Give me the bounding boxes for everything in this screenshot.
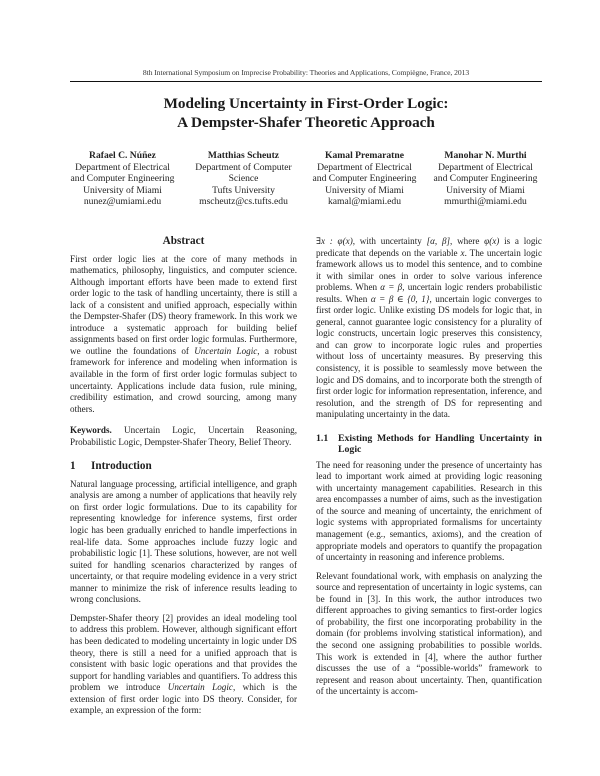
math-expression: α = β ∈ {0, 1} xyxy=(370,293,430,304)
intro-paragraph-2 xyxy=(70,613,297,717)
author-name: Manohar N. Murthi xyxy=(444,150,527,161)
paragraph-text-part: , uncertain logic renders probabilistic results. When xyxy=(316,282,542,304)
paragraph-text-part: . The uncertain logic framework allows us to model this sentence, and to combine it with similar ones in order to solve various inference problems. When xyxy=(316,247,542,293)
intro-paragraph-2-continued xyxy=(316,236,542,421)
subsection-number: 1.1 xyxy=(316,432,329,444)
paper-title xyxy=(70,94,542,132)
paragraph-text-part: , uncertain logic converges to first order logic. Unlike existing DS models for logic that, in general, cannot guarantee logic consistency for a plurality of logic constructs, uncertain logic preserves this consistency, and can grow to incorporate logic rules and properties without loss of uncertainty measures. By preserving this consistency, it is possible to seamlessly move between the logic and DS domains, and to incorporate both the strength of first order logic for information representation, inference, and resolution, and the strength of DS for representing and manipulating uncertainty in the data. xyxy=(316,293,542,420)
left-column xyxy=(70,236,297,724)
author-affiliation: and Computer Engineering xyxy=(433,173,538,185)
paragraph-emphasis: Uncertain Logic xyxy=(167,682,233,693)
keywords-text: Uncertain Logic, Uncertain Reasoning, Probabilistic Logic, Dempster-Shafer Theory, Belief Theory. xyxy=(70,425,297,447)
abstract-heading: Abstract xyxy=(162,235,205,247)
author-affiliation: Department of Computer xyxy=(195,161,292,173)
author-name: Rafael C. Núñez xyxy=(89,150,156,161)
paragraph-text-part: , which is the extension of first order logic into DS theory. Consider, for example, an expression of the form: xyxy=(70,682,297,716)
subsection-paragraph-1: The need for reasoning under the presence of uncertainty has lead to important work aimed at providing logic reasoning with uncertainty management capabilities. Research in this area encompasses a number of aims, such as the investigation of the source and meaning of uncertainty, the enrichment of logic systems with appropriated formalisms for uncertainty management (e.g., semantics, axioms), and the creation of appropriate models and operators to quantify the propagation of uncertainty in reasoning and inference problems. xyxy=(316,459,542,563)
keywords-label: Keywords. xyxy=(70,425,112,436)
paragraph-text-part: , with uncertainty xyxy=(352,236,427,246)
author-block xyxy=(425,150,546,208)
subsection-paragraph-2: Relevant foundational work, with emphasis on analyzing the source and representation of uncertainty in logic systems, can be found in [3]. In this work, the author introduces two different approaches to giving semantics to first-order logics of probability, the first one incorporating probability in the domain (for problems involving statistical information), and the second one assigning probabilities to possible worlds. This work is extended in [4], where the author further discusses the use of a “possible-worlds” framework to represent and reason about uncertainty. Then, quantification of the uncertainty is accom- xyxy=(316,570,542,697)
author-affiliation: Science xyxy=(228,173,259,185)
author-name: Kamal Premaratne xyxy=(325,150,404,161)
author-email: mscheutz@cs.tufts.edu xyxy=(199,196,288,208)
author-block xyxy=(304,150,425,208)
author-email: mmurthi@miami.edu xyxy=(444,196,527,208)
author-list xyxy=(62,150,546,208)
author-affiliation: Department of Electrical xyxy=(317,161,412,173)
right-column xyxy=(316,236,542,705)
author-affiliation: Department of Electrical xyxy=(75,161,170,173)
title-line-1: Modeling Uncertainty in First-Order Logic: xyxy=(163,95,449,112)
subsection-title: Existing Methods for Handling Uncertainty in Logic xyxy=(338,432,542,456)
abstract-emphasis: Uncertain Logic xyxy=(194,345,258,356)
abstract-text-part: , a robust framework for inference and modeling when information is available in the form of first order logic formulas subject to uncertainty. Applications include data fusion, rule mining, credibility estimation, and crowd sourcing, among many others. xyxy=(70,345,297,414)
author-university: University of Miami xyxy=(83,184,162,196)
paragraph-text-part: Dempster-Shafer theory [2] provides an ideal modeling tool to address this problem. However, although significant effort has been dedicated to modeling uncertainty in logic under DS theory, there is still a need for a unified approach that is consistent with basic logic operations and that provides the support for handling variables and quantifiers. To address this problem we introduce xyxy=(70,612,297,693)
author-university: University of Miami xyxy=(446,184,525,196)
author-block xyxy=(62,150,183,208)
header-rule xyxy=(70,81,542,82)
math-expression: [α, β] xyxy=(426,236,451,246)
section-title: Introduction xyxy=(91,460,152,473)
author-affiliation: Department of Electrical xyxy=(438,161,533,173)
math-expression: x xyxy=(460,247,465,258)
author-university: University of Miami xyxy=(325,184,404,196)
section-number: 1 xyxy=(70,460,76,473)
author-affiliation: and Computer Engineering xyxy=(312,173,417,185)
paragraph-text-part: , where xyxy=(450,236,485,246)
paragraph-text-part: is a logic predicate that depends on the variable xyxy=(316,236,542,258)
author-university: Tufts University xyxy=(212,184,275,196)
abstract-text-part: First order logic lies at the core of many methods in mathematics, philosophy, linguistics, and computer science. Although important efforts have been made to extend first order logic to the task of handling uncertainty, there is still a lack of a consistent and unified approach, especially within the Dempster-Shafer (DS) theory framework. In this work we introduce a systematic approach for building belief assignments based on first order logic formulas. Furthermore, we outline the foundations of xyxy=(70,253,297,356)
subsection-heading-existing-methods xyxy=(316,433,542,456)
author-block xyxy=(183,150,304,208)
author-email: nunez@umiami.edu xyxy=(83,196,162,208)
author-name: Matthias Scheutz xyxy=(207,150,280,161)
author-email: kamal@miami.edu xyxy=(327,196,402,208)
running-header: 8th International Symposium on Imprecise Probability: Theories and Applications, Compiègne, France, 2013 xyxy=(142,68,470,77)
keywords xyxy=(70,425,297,448)
intro-paragraph-1: Natural language processing, artificial intelligence, and graph analysis are among a number of applications that heavily rely on first order logic formulations. Due to its capability for representing knowledge for inference systems, first order logic has been gradually enriched to handle imperfections in real-life data. Some approaches include fuzzy logic and probabilistic logic [1]. These solutions, however, are not well suited for handling scenarios characterized by ranges of uncertainty, or that require modeling evidence in a very strict manner to minimize the risk of inference results leading to wrong conclusions. xyxy=(70,478,297,605)
math-expression: φ(x) xyxy=(484,236,500,246)
math-expression: ∃x : φ(x) xyxy=(316,236,353,246)
abstract-text xyxy=(70,254,297,416)
title-line-2: A Dempster-Shafer Theoretic Approach xyxy=(177,114,435,131)
author-affiliation: and Computer Engineering xyxy=(70,173,175,185)
math-expression: α = β xyxy=(380,282,403,293)
section-heading-introduction xyxy=(70,461,297,473)
